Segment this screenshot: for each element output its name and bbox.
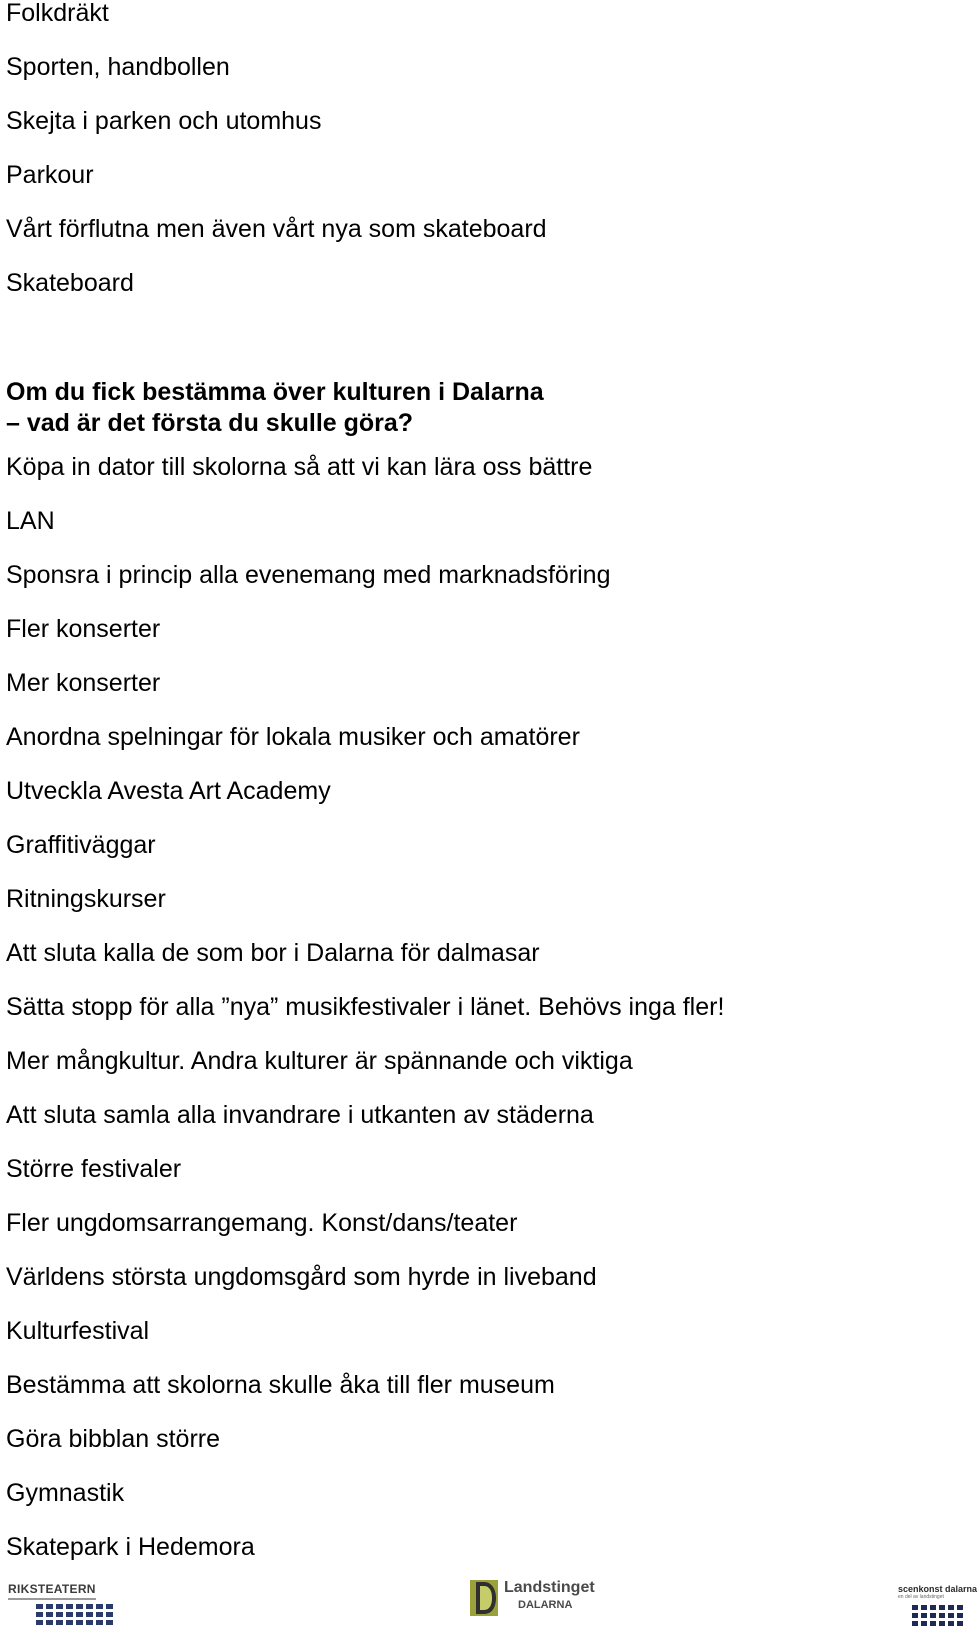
riksteatern-logo-text: RIKSTEATERN [8, 1582, 96, 1600]
list-item: Mer mångkultur. Andra kulturer är spännande och viktiga [6, 1047, 633, 1075]
scenkonst-logo [898, 1584, 977, 1626]
list-item: Anordna spelningar för lokala musiker och amatörer [6, 723, 580, 751]
list-item: Sporten, handbollen [6, 53, 230, 81]
list-item: Sätta stopp för alla ”nya” musikfestivaler i länet. Behövs inga fler! [6, 993, 725, 1021]
list-item: Mer konserter [6, 669, 161, 697]
list-item: Utveckla Avesta Art Academy [6, 777, 331, 805]
riksteatern-logo [8, 1580, 96, 1625]
list-item: Större festivaler [6, 1155, 182, 1183]
list-item: Fler ungdomsarrangemang. Konst/dans/teater [6, 1209, 518, 1237]
heading-line-2: – vad är det första du skulle göra? [6, 409, 414, 437]
scenkonst-logo-subtext: en del av landstinget [898, 1594, 944, 1600]
landstinget-mark-icon [470, 1578, 498, 1618]
landstinget-logo-subtext: DALARNA [518, 1599, 573, 1611]
landstinget-logo-text: Landstinget [504, 1579, 595, 1596]
section-heading [6, 377, 544, 439]
list-item: Kulturfestival [6, 1317, 150, 1345]
list-item: Parkour [6, 161, 94, 189]
scenkonst-logo-text: scenkonst dalarna [898, 1584, 977, 1594]
list-item: Bestämma att skolorna skulle åka till fler museum [6, 1371, 555, 1399]
list-item: Vårt förflutna men även vårt nya som skateboard [6, 215, 547, 243]
list-item: Köpa in dator till skolorna så att vi kan lära oss bättre [6, 453, 593, 481]
list-item: Att sluta samla alla invandrare i utkanten av städerna [6, 1101, 594, 1129]
list-item: Folkdräkt [6, 0, 109, 27]
list-item: LAN [6, 507, 55, 535]
list-item: Skejta i parken och utomhus [6, 107, 322, 135]
list-item: Ritningskurser [6, 885, 166, 913]
landstinget-logo [470, 1578, 595, 1618]
list-item: Gymnastik [6, 1479, 125, 1507]
list-item: Sponsra i princip alla evenemang med marknadsföring [6, 561, 611, 589]
riksteatern-logo-mark [36, 1604, 88, 1625]
list-item: Göra bibblan större [6, 1425, 221, 1453]
list-item: Fler konserter [6, 615, 161, 643]
list-item: Skatepark i Hedemora [6, 1533, 255, 1561]
heading-line-1: Om du fick bestämma över kulturen i Dalarna [6, 378, 544, 406]
answers-list [6, 454, 724, 1588]
scenkonst-logo-mark [912, 1605, 958, 1626]
list-item: Skateboard [6, 269, 134, 297]
list-item: Att sluta kalla de som bor i Dalarna för dalmasar [6, 939, 540, 967]
top-list [6, 0, 547, 324]
list-item: Världens största ungdomsgård som hyrde in liveband [6, 1263, 597, 1291]
list-item: Graffitiväggar [6, 831, 156, 859]
